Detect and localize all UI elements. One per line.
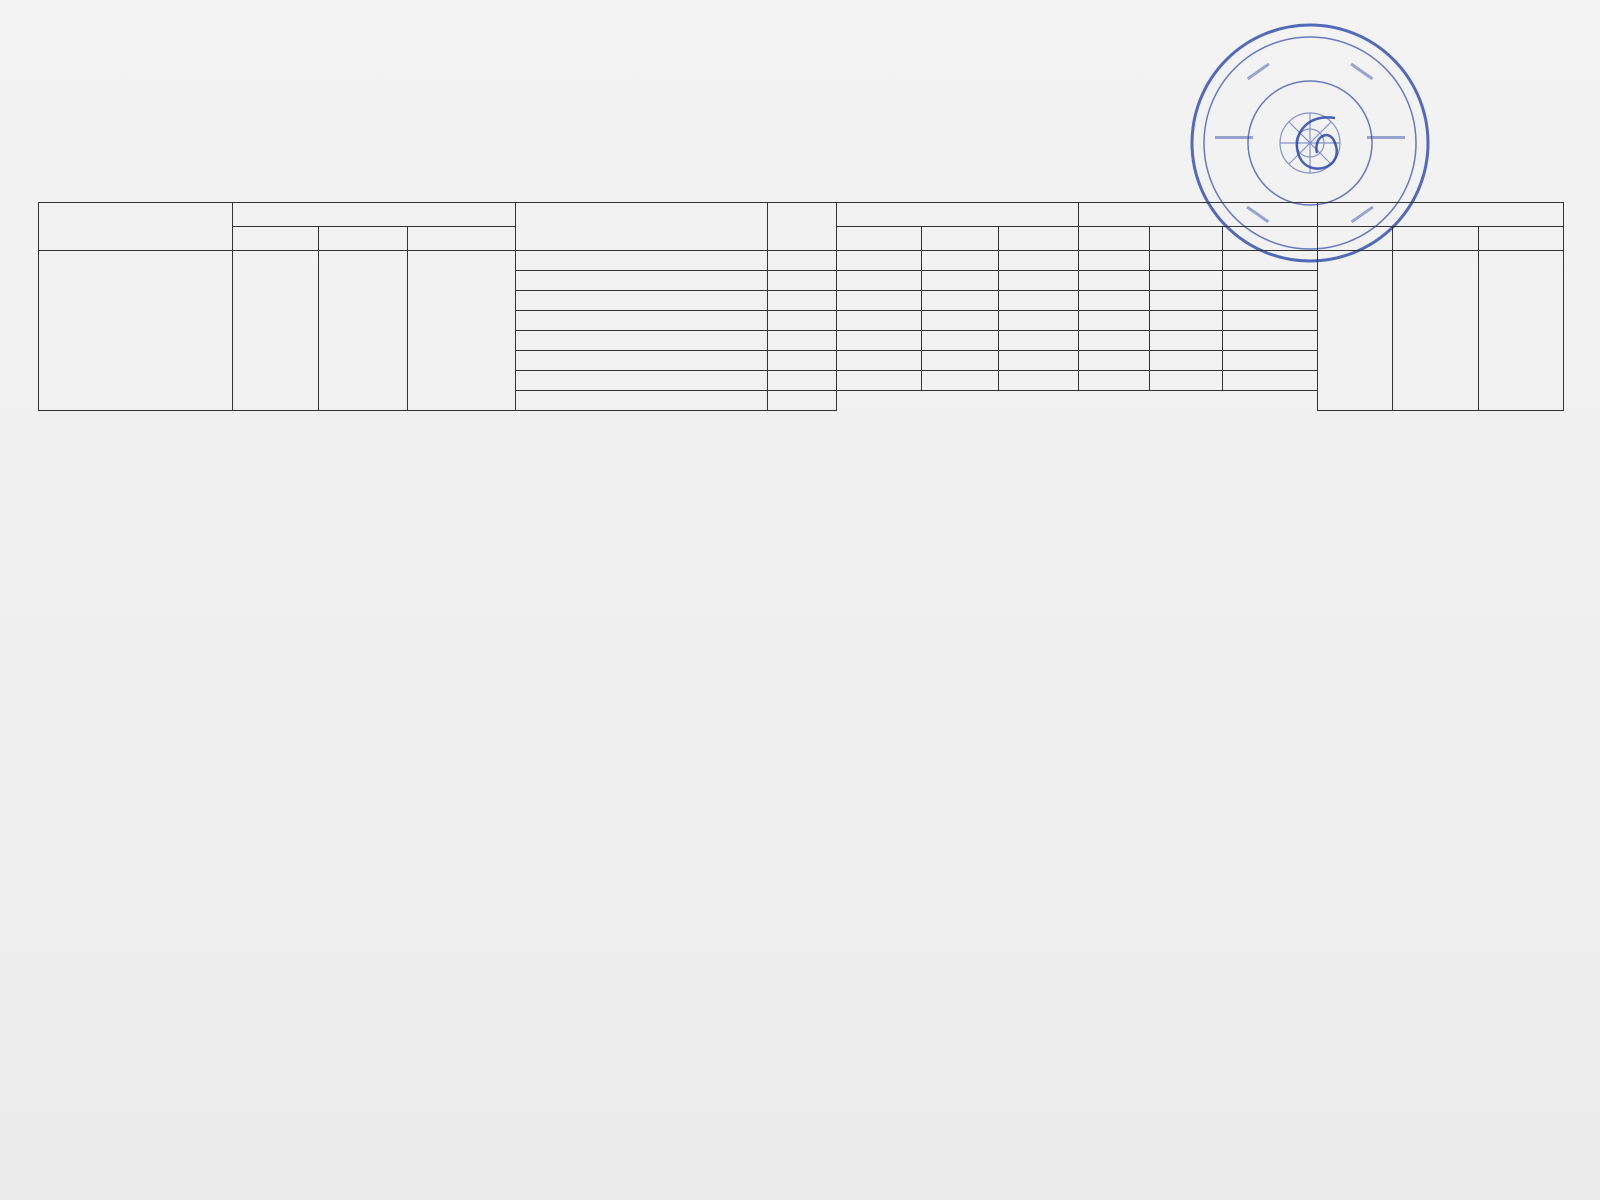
- sum-value: [1078, 291, 1149, 311]
- age-col: [1478, 227, 1563, 251]
- sum-value: [1078, 251, 1149, 271]
- sum-value: [1078, 311, 1149, 331]
- ingredient-price: [767, 291, 836, 311]
- sum-value: [1149, 371, 1222, 391]
- brutto-value: [999, 311, 1078, 331]
- age-col: [922, 227, 999, 251]
- brutto-value: [999, 271, 1078, 291]
- sum-value: [1222, 371, 1317, 391]
- col-price: [767, 203, 836, 251]
- sum-value: [1149, 331, 1222, 351]
- brutto-value: [836, 311, 921, 331]
- brutto-value: [836, 331, 921, 351]
- ingredient-price: [767, 391, 836, 411]
- sum-value: [1222, 311, 1317, 331]
- ingredient-price: [767, 271, 836, 291]
- brutto-value: [922, 251, 999, 271]
- ingredient-price: [767, 311, 836, 331]
- sum-value: [1222, 351, 1317, 371]
- brutto-value: [922, 271, 999, 291]
- col-dish-name: [39, 203, 233, 251]
- sum-value: [1149, 351, 1222, 371]
- output-value: [407, 251, 516, 411]
- col-output: [232, 203, 515, 227]
- age-col: [1149, 227, 1222, 251]
- sum-value: [1078, 271, 1149, 291]
- brutto-value: [999, 331, 1078, 351]
- sum-value: [1149, 251, 1222, 271]
- age-col: [319, 227, 407, 251]
- sum-value: [1078, 351, 1149, 371]
- brutto-value: [922, 331, 999, 351]
- age-col: [407, 227, 516, 251]
- sum-value: [1222, 271, 1317, 291]
- dish-cost: [1393, 251, 1478, 411]
- sum-value: [1149, 271, 1222, 291]
- brutto-value: [922, 291, 999, 311]
- age-col: [999, 227, 1078, 251]
- sum-value: [1222, 291, 1317, 311]
- dish-cost: [1318, 251, 1393, 411]
- brutto-value: [999, 291, 1078, 311]
- col-brutto: [836, 203, 1078, 227]
- sum-value: [1222, 251, 1317, 271]
- output-value: [232, 251, 318, 411]
- brutto-value: [836, 351, 921, 371]
- age-col: [836, 227, 921, 251]
- sum-value: [1149, 291, 1222, 311]
- brutto-value: [922, 351, 999, 371]
- ingredient-name: [516, 271, 768, 291]
- brutto-value: [836, 271, 921, 291]
- sum-value: [1078, 371, 1149, 391]
- brutto-value: [836, 291, 921, 311]
- table-row: [39, 251, 1564, 271]
- sum-value: [1222, 331, 1317, 351]
- ingredient-name: [516, 351, 768, 371]
- age-col: [232, 227, 318, 251]
- dish-cost: [1478, 251, 1563, 411]
- brutto-value: [922, 311, 999, 331]
- ingredient-name: [516, 371, 768, 391]
- age-col: [1222, 227, 1317, 251]
- menu-table: [38, 202, 1564, 411]
- brutto-value: [999, 371, 1078, 391]
- brutto-value: [836, 251, 921, 271]
- ingredient-price: [767, 371, 836, 391]
- ingredient-name: [516, 291, 768, 311]
- output-value: [319, 251, 407, 411]
- col-cost: [1318, 203, 1564, 227]
- brutto-value: [836, 371, 921, 391]
- col-sum: [1078, 203, 1318, 227]
- age-col: [1318, 227, 1393, 251]
- dish-name: [39, 251, 233, 411]
- age-col: [1393, 227, 1478, 251]
- ingredient-name: [516, 391, 768, 411]
- ingredient-name: [516, 251, 768, 271]
- col-ingredients: [516, 203, 768, 251]
- brutto-value: [922, 371, 999, 391]
- sum-value: [1078, 331, 1149, 351]
- age-col: [1078, 227, 1149, 251]
- ingredient-name: [516, 331, 768, 351]
- ingredient-price: [767, 331, 836, 351]
- sum-value: [1149, 311, 1222, 331]
- brutto-value: [999, 351, 1078, 371]
- ingredient-price: [767, 251, 836, 271]
- ingredient-price: [767, 351, 836, 371]
- brutto-value: [999, 251, 1078, 271]
- ingredient-name: [516, 311, 768, 331]
